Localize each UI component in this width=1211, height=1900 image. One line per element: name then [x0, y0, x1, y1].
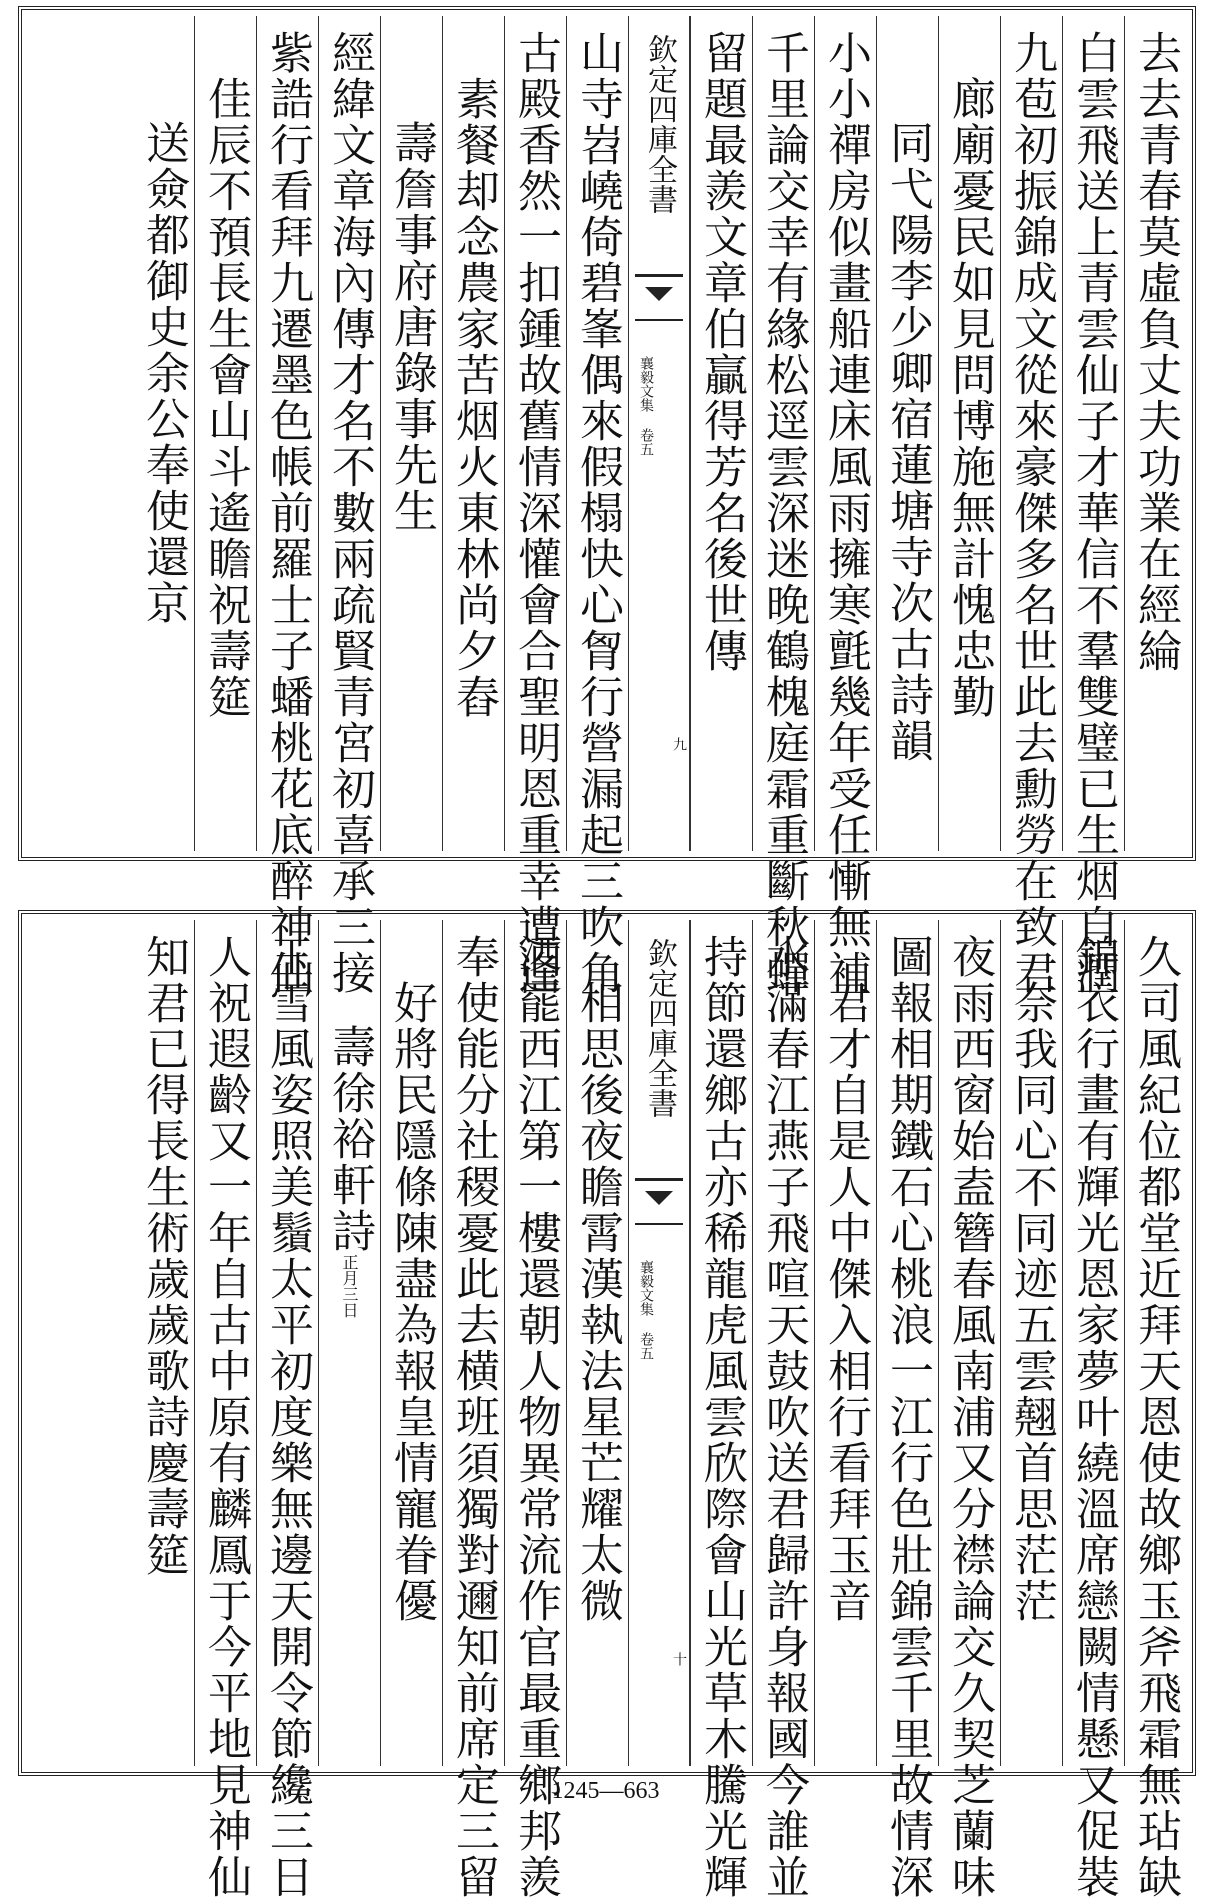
fish-tail-ornament: [635, 274, 683, 321]
text-column: 君才自是人中傑入相行看拜玉音: [814, 920, 876, 1766]
volume-label: 卷五: [638, 428, 654, 456]
text-column: 紫誥行看拜九遷墨色帳前羅士子蟠桃花底醉神仙: [256, 16, 318, 851]
upper-page-frame: [18, 6, 1196, 996]
volume-label: 卷五: [638, 1332, 654, 1360]
text-column: 人祝遐齡又一年自古中原有麟鳳于今平地見神仙: [194, 920, 256, 1766]
poem-title: 同弋陽李少卿宿蓮塘寺次古詩韻: [876, 16, 938, 851]
book-volume-label: [637, 1260, 655, 1360]
text-column: 素餐却念農家苦烟火東林尚夕舂: [442, 16, 504, 851]
text-column: 經緯文章海內傳才名不數兩疏賢青宮初喜承三接: [318, 16, 380, 851]
page-number: 1245—663: [551, 1778, 660, 1804]
collection-title: 欽定四庫全書: [642, 34, 677, 214]
fish-tail-ornament: [635, 1178, 683, 1225]
text-column: 留題最羨文章伯贏得芳名後世傳: [690, 16, 752, 851]
text-column: 夜雨西窗始盍簪春風南浦又分襟論交久契芝蘭味: [938, 920, 1000, 1766]
text-column: 奈我同心不同迹五雲翹首思茫茫: [1000, 920, 1062, 1766]
poem-title: 壽詹事府唐錄事先生: [380, 16, 442, 851]
leaf-number: 九: [671, 737, 687, 751]
book-title: 襄毅文集: [638, 356, 654, 412]
text-column: 山寺岧嶢倚碧峯偶來假榻快心胷行營漏起三吹角: [566, 16, 628, 851]
text-column: 去去青春莫虛負丈夫功業在經綸: [1124, 16, 1186, 851]
book-title: 襄毅文集: [638, 1260, 654, 1316]
text-column: 佳辰不預長生會山斗遙瞻祝壽筵: [194, 16, 256, 851]
heading-note: 正月三日: [340, 1254, 359, 1318]
center-fold-column: [628, 16, 690, 851]
leaf-number: 十: [671, 1652, 687, 1666]
book-volume-label: [637, 356, 655, 456]
poem-title: [318, 920, 380, 1766]
text-column: 持節還鄉古亦稀龍虎風雲欣際會山光草木騰光輝: [690, 920, 752, 1766]
text-column: 玉雪風姿照美鬚太平初度樂無邊天開令節纔三日: [256, 920, 318, 1766]
text-column: 酒罷西江第一樓還朝人物異常流作官最重鄉邦羨: [504, 920, 566, 1766]
poem-title: 送僉都御史余公奉使還京: [138, 120, 189, 626]
collection-title: 欽定四庫全書: [642, 938, 677, 1118]
text-column: 錦衣行畫有輝光恩家夢叶繞溫席戀闕情懸又促裝: [1062, 920, 1124, 1766]
text-column: 小小禪房似畫船連床風雨擁寒氈幾年受任慚無補: [814, 16, 876, 851]
text-column: 圖報相期鐵石心桃浪一江行色壯錦雲千里故情深: [876, 920, 938, 1766]
text-column: 古殿香然一扣鍾故舊情深懽會合聖明恩重幸遭逢: [504, 16, 566, 851]
text-column: 白雲飛送上青雲仙子才華信不羣雙璧已生烟自潤: [1062, 16, 1124, 851]
upper-page-columns: [28, 16, 1186, 996]
center-fold-column: [628, 920, 690, 1766]
text-column: 廊廟憂民如見問博施無計愧忠勤: [938, 16, 1000, 851]
text-column: 久司風紀位都堂近拜天恩使故鄉玉斧飛霜無玷缺: [1124, 920, 1186, 1766]
text-column: 相思後夜瞻霄漢執法星芒耀太微: [566, 920, 628, 1766]
text-column: 奉使能分社稷憂此去横班須獨對邇知前席定三留: [442, 920, 504, 1766]
poem-title-text: 壽徐裕軒詩: [324, 1024, 375, 1254]
text-column: 九苞初振錦成文從來豪傑多名世此去勳勞在致君: [1000, 16, 1062, 851]
text-column: 知君已得長生術歲歲歌詩慶壽筵: [138, 934, 189, 1578]
text-column: 千里論交幸有緣松逕雲深迷晚鶴槐庭霜重斷秋蟬: [752, 16, 814, 851]
text-column: 好將民隱條陳盡為報皇情寵眷優: [380, 920, 442, 1766]
text-column: 水滿春江燕子飛喧天鼓吹送君歸許身報國今誰並: [752, 920, 814, 1766]
